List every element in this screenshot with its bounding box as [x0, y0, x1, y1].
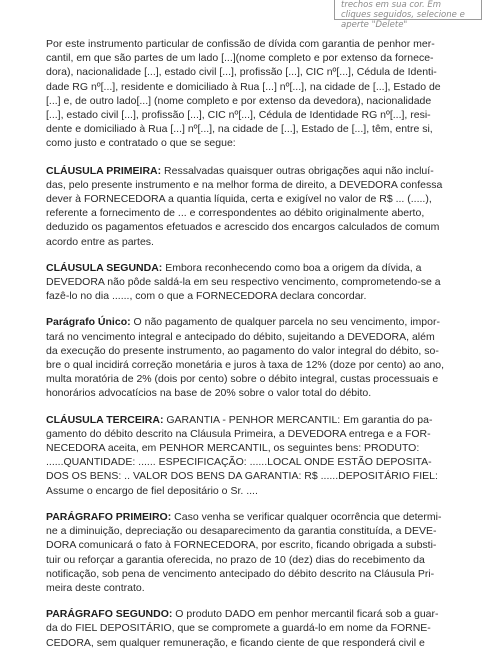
document-body [46, 37, 454, 662]
paragraph-second [46, 607, 454, 650]
clause-first-title: CLÁUSULA PRIMEIRA: [46, 164, 162, 177]
clause-first-text: Ressalvadas quaisquer outras obrigações aqui não incluí- das, pelo presente instrumento e na melhor forma de direito, a DEVEDORA confessa dever à FORNECEDORA a quantia líquida, certa e exigível no valor de R$ ... (.....), referente a fornecimento de ... e correspondentes ao débito originalmente aberto, deduzido os pagamentos efetuados e acrescido dos encargos calculados de comum acordo entre as partes. [46, 164, 443, 248]
hint-line-3: aperte "Delete" [341, 20, 408, 30]
intro-text: Por este instrumento particular de confissão de dívida com garantia de penhor mer- cantil, em que são partes de um lado [...](nome completo e por extenso da fornece- dora), nacionalidade [...], estado civil [...], profissão [...], CIC nº[...], Cédula de Identi- dade RG nº[...], residente e domiciliado à Rua [...] nº[...], na cidade de [...], Estado de [...] e, de outro lado[...] (nome completo e por extenso da devedora), nacionalidade [...], estado civil [...], profissão [...], CIC nº[...], Cédula de Identidade RG nº[...], resi- dente e domiciliado à Rua [...] nº[...], na cidade de [...], Estado de [...], têm, entre si, como justo e contratado o que se segue: [46, 38, 441, 150]
paragraph-second-text: O produto DADO em penhor mercantil ficará sob a guar- da do FIEL DEPOSITÁRIO, que se compromete a guardá-lo em nome da FORNE- CEDORA, sem qualquer remuneração, e ficando ciente de que responderá civil e [46, 608, 439, 649]
hint-line-1: trechos em sua cor. Em [341, 0, 442, 10]
clause-second-title: CLÁUSULA SEGUNDA: [46, 261, 163, 274]
paragraph-second-title: PARÁGRAFO SEGUNDO: [46, 608, 173, 621]
paragraph-first-title: PARÁGRAFO PRIMEIRO: [46, 510, 172, 523]
single-paragraph [46, 315, 454, 400]
editing-hint-box [334, 0, 482, 30]
paragraph-first-text: Caso venha se verificar qualquer ocorrência que determi- ne a diminuição, depreciação ou desaparecimento da garantia constituída, a DEVE- DORA comunicará o fato à FORNECEDORA, por escrito, ficando obrigada a substi- tuir ou reforçar a garantia oferecida, no prazo de 10 (dez) dias do recebimento da notificação, sob pena de vencimento antecipado do débito descrito na Cláusula Pri- meira deste contrato. [46, 510, 442, 594]
single-paragraph-text: O não pagamento de qualquer parcela no seu vencimento, impor- tará no vencimento integral e antecipado do débito, sujeitando a DEVEDORA, além da execução do presente instrumento, ao pagamento do valor integral do débito, so- bre o qual incidirá correção monetária e juros à taxa de 12% (doze por cento) ao ano, multa moratória de 2% (dois por cento) sobre o débito integral, custas processuais e honorários advocatícios na base de 20% sobre o valor total do débito. [46, 316, 445, 400]
single-paragraph-title: Parágrafo Único: [46, 316, 131, 329]
clause-first [46, 164, 454, 249]
intro-paragraph [46, 37, 454, 151]
clause-second-text: Embora reconhecendo como boa a origem da dívida, a DEVEDORA não pôde saldá-la em seu respectivo vencimento, comprometendo-se a fazê-lo no dia ......, com o que a FORNECEDORA declara concordar. [46, 261, 441, 303]
clause-second [46, 261, 454, 304]
hint-line-2: cliques seguidos, selecione e [341, 10, 465, 20]
clause-third [46, 413, 454, 498]
paragraph-first [46, 510, 454, 595]
clause-third-title: CLÁUSULA TERCEIRA: [46, 413, 164, 426]
clause-third-text: GARANTIA - PENHOR MERCANTIL: Em garantia do pa- gamento do débito descrito na Cláusula Primeira, a DEVEDORA entrega e a FOR- NECEDORA aceita, em PENHOR MERCANTIL, os seguintes bens: PRODUTO: ......QUANTIDADE: ...... ESPECIFICAÇÃO: ......LOCAL ONDE ESTÃO DEPOSITA- DOS OS BENS: .. VALOR DOS BENS DA GARANTIA: R$ ......DEPOSITÁRIO FIEL: Assume o encargo de fiel depositário o Sr. .... [46, 413, 438, 497]
